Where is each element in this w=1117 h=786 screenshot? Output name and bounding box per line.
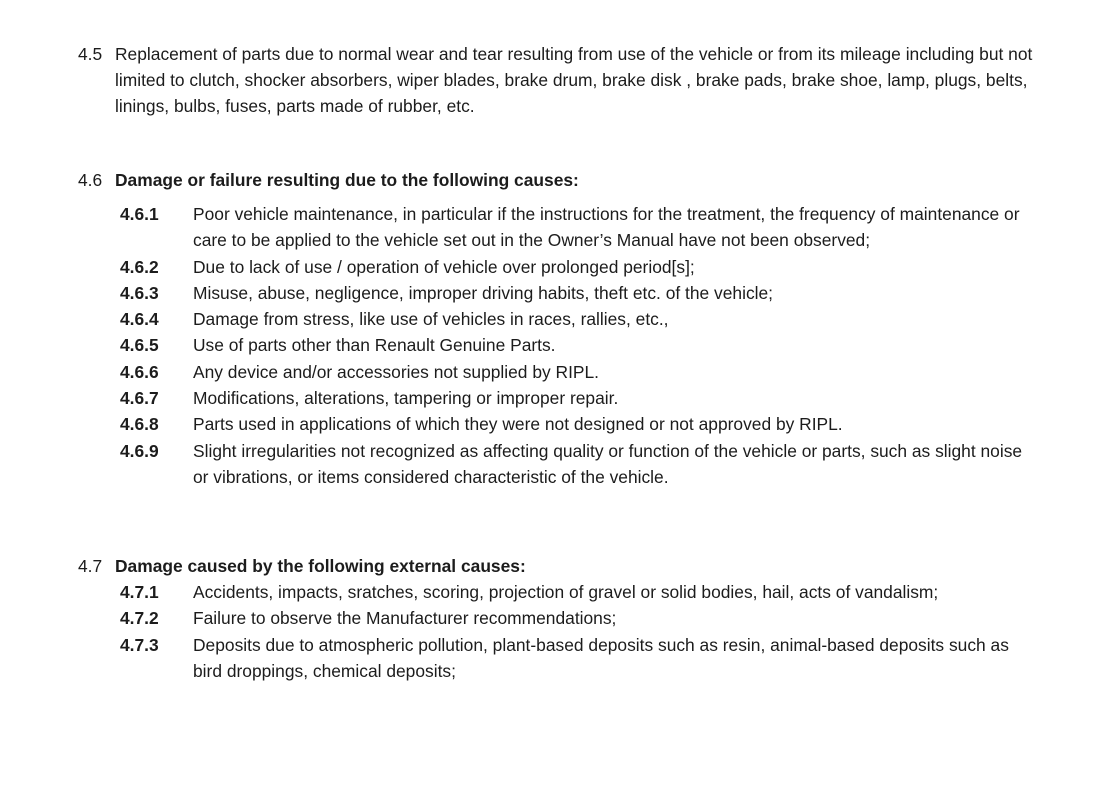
list-item xyxy=(120,411,1038,437)
list-item xyxy=(120,254,1038,280)
item-number: 4.6.3 xyxy=(120,282,159,303)
list-item xyxy=(120,359,1038,385)
section-4-5 xyxy=(78,41,1038,119)
list-item xyxy=(120,306,1038,332)
item-text: Misuse, abuse, negligence, improper driving habits, theft etc. of the vehicle; xyxy=(193,282,774,303)
list-item xyxy=(120,579,1038,605)
section-4-6 xyxy=(78,167,1038,490)
list-item xyxy=(120,332,1038,358)
section-4-7-items xyxy=(120,579,1038,684)
item-text: Damage from stress, like use of vehicles in races, rallies, etc., xyxy=(193,309,669,330)
section-number: 4.6 xyxy=(78,170,103,190)
list-item xyxy=(120,438,1038,491)
item-text: Use of parts other than Renault Genuine Parts. xyxy=(193,335,556,356)
item-number: 4.6.1 xyxy=(120,204,159,224)
list-item xyxy=(120,201,1038,254)
item-number: 4.6.4 xyxy=(120,309,159,330)
list-item xyxy=(120,632,1038,685)
section-4-6-items xyxy=(120,201,1038,490)
item-text: Deposits due to atmospheric pollution, plant-based deposits such as resin, animal-based deposits such as bird droppings, chemical deposits; xyxy=(193,634,1009,681)
item-number: 4.6.7 xyxy=(120,388,159,409)
section-4-7-heading xyxy=(78,553,1038,579)
item-number: 4.6.5 xyxy=(120,335,159,356)
item-text: Parts used in applications of which they were not designed or not approved by RIPL. xyxy=(193,414,843,435)
section-heading: Damage caused by the following external causes: xyxy=(115,556,526,576)
item-text: Due to lack of use / operation of vehicle over prolonged period[s]; xyxy=(193,256,695,277)
item-number: 4.7.3 xyxy=(120,634,159,655)
item-number: 4.6.8 xyxy=(120,414,159,435)
section-heading: Damage or failure resulting due to the following causes: xyxy=(115,170,579,190)
section-4-5-paragraph xyxy=(78,41,1038,119)
item-number: 4.7.2 xyxy=(120,608,159,629)
item-number: 4.6.6 xyxy=(120,361,159,382)
section-text: Replacement of parts due to normal wear and tear resulting from use of the vehicle or from its mileage including but not limited to clutch, shocker absorbers, wiper blades, brake drum, brake disk , brake pads, brake shoe, lamp, plugs, belts, linings, bulbs, fuses, parts made of rubber, etc. xyxy=(115,44,1033,116)
list-item xyxy=(120,280,1038,306)
item-text: Modifications, alterations, tampering or improper repair. xyxy=(193,388,619,409)
item-number: 4.6.9 xyxy=(120,440,159,461)
section-4-6-heading xyxy=(78,167,1038,193)
section-number: 4.7 xyxy=(78,556,103,576)
item-text: Failure to observe the Manufacturer recommendations; xyxy=(193,608,617,629)
section-4-7 xyxy=(78,553,1038,684)
item-text: Any device and/or accessories not supplied by RIPL. xyxy=(193,361,600,382)
item-number: 4.6.2 xyxy=(120,256,159,277)
list-item xyxy=(120,385,1038,411)
item-text: Slight irregularities not recognized as affecting quality or function of the vehicle or parts, such as slight noise or vibrations, or items considered characteristic of the vehicle. xyxy=(193,440,1023,487)
item-text: Poor vehicle maintenance, in particular if the instructions for the treatment, the frequency of maintenance or care to be applied to the vehicle set out in the Owner’s Manual have not been observed; xyxy=(193,204,1020,251)
list-item xyxy=(120,605,1038,631)
item-text: Accidents, impacts, sratches, scoring, projection of gravel or solid bodies, hail, acts of vandalism; xyxy=(193,582,939,602)
item-number: 4.7.1 xyxy=(120,582,159,602)
section-number: 4.5 xyxy=(78,44,103,64)
